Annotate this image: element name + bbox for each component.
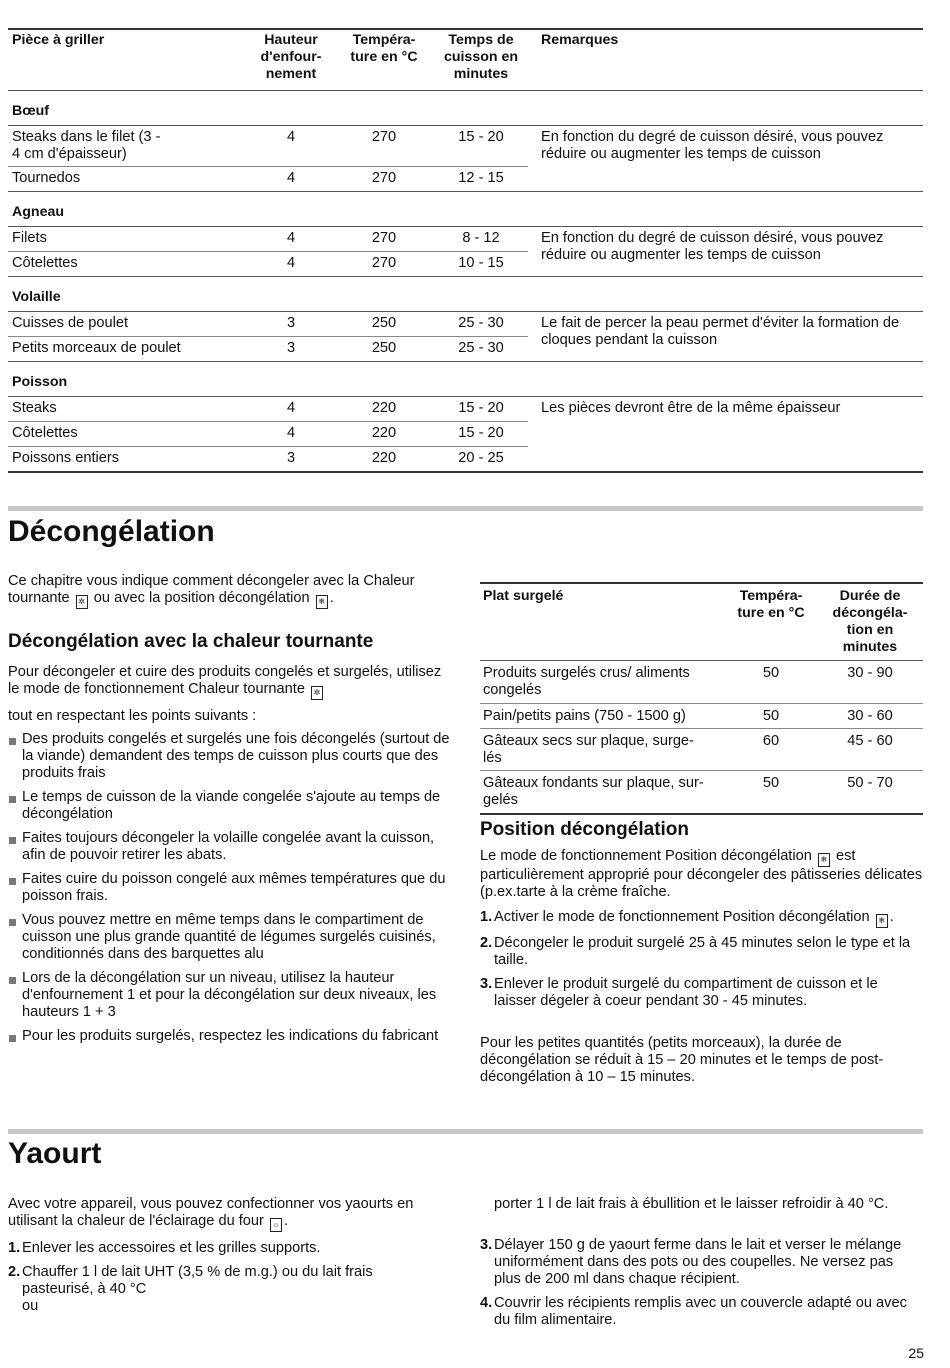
group-volaille: [8, 312, 923, 362]
group-remark: Le fait de percer la peau permet d'éviter la formation de cloques pendant la cuisson: [541, 315, 900, 348]
table-row: Steaks dans le filet (3 - 4 cm d'épaisseur) 4 270 15 - 20: [8, 126, 528, 167]
subsection-paragraph: Pour décongeler et cuire des produits congelés et surgelés, utilisez le mode de fonctionnement Chaleur tournante ✲: [8, 664, 453, 700]
header-hauteur: Hauteur d'enfour- nement: [260, 32, 322, 82]
frozen-table-header: Plat surgelé Tempéra- ture en °C Durée de décongéla- tion en minutes: [480, 584, 923, 661]
step-continuation: porter 1 l de lait frais à ébullition et le laisser refroidir à 40 °C.: [494, 1196, 889, 1212]
list-item: Lors de la décongélation sur un niveau, utilisez la hauteur d'enfournement 1 et pour la décongélation sur deux niveaux, les hauteurs 1 + 3: [8, 970, 453, 1021]
fan-icon: ✲: [311, 686, 323, 700]
table-row: Cuisses de poulet 3 250 25 - 30: [8, 312, 528, 337]
numbered-steps: [8, 1240, 428, 1322]
list-item: 2. Décongeler le produit surgelé 25 à 45 minutes selon le type et la taille.: [480, 935, 911, 968]
list-item: 3. Enlever le produit surgelé du compartiment de cuisson et le laisser dégeler à coeur pendant 30 - 45 minutes.: [480, 976, 878, 1009]
header-remarques: Remarques: [541, 32, 619, 48]
list-item: 1. Enlever les accessoires et les grilles supports.: [8, 1240, 321, 1256]
header-temperature: Tempéra- ture en °C: [350, 32, 418, 65]
group-remark: En fonction du degré de cuisson désiré, vous pouvez réduire ou augmenter les temps de cuisson: [541, 230, 884, 263]
table-row: Côtelettes 4 220 15 - 20: [8, 422, 528, 447]
list-item: Vous pouvez mettre en même temps dans le compartiment de cuisson une plus grande quantité de légumes surgelés cuisinés, conditionnés dans des barquettes alu: [8, 912, 453, 963]
section-title-decongelation: Décongélation: [8, 515, 215, 548]
subsection-paragraph: Le mode de fonctionnement Position décongélation ❄ est particulièrement approprié pour décongeler des pâtisseries délicates (p.ex.tarte à la crème fraîche.: [480, 848, 923, 900]
yaourt-intro: Avec votre appareil, vous pouvez confectionner vos yaourts en utilisant la chaleur de l'éclairage du four ☼ .: [8, 1196, 453, 1232]
group-remark: Les pièces devront être de la même épaisseur: [541, 400, 841, 416]
section-divider: [8, 1129, 923, 1134]
list-item: 3. Délayer 150 g de yaourt ferme dans le lait et verser le mélange uniformément dans des pots ou des coupelles. Ne versez pas plus de 200 ml dans chaque récipient.: [480, 1237, 902, 1287]
subsection-paragraph: tout en respectant les points suivants :: [8, 708, 257, 724]
page-number: 25: [908, 1345, 924, 1361]
decongelation-intro: Ce chapitre vous indique comment décongeler avec la Chaleur tournante ✲ ou avec la position décongélation ❄ .: [8, 573, 453, 609]
section-title-yaourt: Yaourt: [8, 1137, 102, 1170]
defrost-icon: ❄: [876, 914, 888, 928]
subsection-title: Position décongélation: [480, 819, 690, 840]
group-agneau: [8, 227, 923, 277]
list-item: 2. Chauffer 1 l de lait UHT (3,5 % de m.g.) ou du lait frais pasteurisé, à 40 °C ou: [8, 1264, 373, 1314]
table-row: Petits morceaux de poulet 3 250 25 - 30: [12, 340, 504, 356]
table-row: Côtelettes 4 270 10 - 15: [12, 255, 504, 271]
table-row: Tournedos 4 270 12 - 15: [12, 170, 504, 186]
table-row: Produits surgelés crus/ aliments congelés 50 30 - 90: [480, 661, 923, 704]
header-temps: Temps de cuisson en minutes: [443, 32, 519, 82]
section-divider: [8, 506, 923, 511]
group-title: Bœuf: [8, 91, 923, 126]
list-item: Le temps de cuisson de la viande congelée s'ajoute au temps de décongélation: [8, 789, 453, 823]
group-remark: En fonction du degré de cuisson désiré, vous pouvez réduire ou augmenter les temps de cuisson: [541, 129, 884, 162]
group-title: Volaille: [8, 277, 923, 312]
group-title: Agneau: [8, 192, 923, 227]
list-item: Des produits congelés et surgelés une fois décongelés (surtout de la viande) demandent des temps de cuisson plus courts que des produits frais: [8, 731, 453, 782]
defrost-icon: ❄: [316, 595, 328, 609]
list-item: 4. Couvrir les récipients remplis avec un couvercle adapté ou avec du film alimentaire.: [480, 1295, 907, 1328]
list-item: Faites cuire du poisson congelé aux mêmes températures que du poisson frais.: [8, 871, 453, 905]
table-row: Steaks 4 220 15 - 20: [8, 397, 528, 422]
frozen-table: [480, 582, 923, 815]
bullet-list: [8, 731, 453, 1052]
group-boeuf: [8, 126, 923, 192]
fan-icon: ✲: [76, 595, 88, 609]
list-item: Faites toujours décongeler la volaille congelée avant la cuisson, afin de pouvoir retirer les abats.: [8, 830, 453, 864]
header-piece: Pièce à griller: [12, 32, 105, 48]
numbered-steps: [480, 909, 923, 1017]
group-poisson: [8, 397, 923, 473]
list-item: Pour les produits surgelés, respectez les indications du fabricant: [8, 1028, 453, 1045]
grill-table: [8, 28, 923, 473]
table-row: Pain/petits pains (750 - 1500 g) 50 30 - 60: [480, 704, 923, 729]
numbered-steps: [480, 1237, 923, 1336]
table-row: Filets 4 270 8 - 12: [8, 227, 528, 252]
table-row: Gâteaux fondants sur plaque, sur- gelés 50 50 - 70: [480, 771, 923, 815]
subsection-title: Décongélation avec la chaleur tournante: [8, 631, 374, 652]
table-row: Poissons entiers 3 220 20 - 25: [12, 450, 504, 466]
grill-table-header: [8, 30, 923, 91]
group-title: Poisson: [8, 362, 923, 397]
lamp-icon: ☼: [270, 1218, 282, 1232]
list-item: 1. Activer le mode de fonctionnement Position décongélation ❄ .: [480, 909, 923, 928]
table-row: Gâteaux secs sur plaque, surge- lés 60 45 - 60: [480, 729, 923, 771]
defrost-icon: ❄: [818, 853, 830, 867]
subsection-paragraph: Pour les petites quantités (petits morceaux), la durée de décongélation se réduit à 15 – 20 minutes et le temps de post-décongélation à 10 – 15 minutes.: [480, 1035, 884, 1085]
